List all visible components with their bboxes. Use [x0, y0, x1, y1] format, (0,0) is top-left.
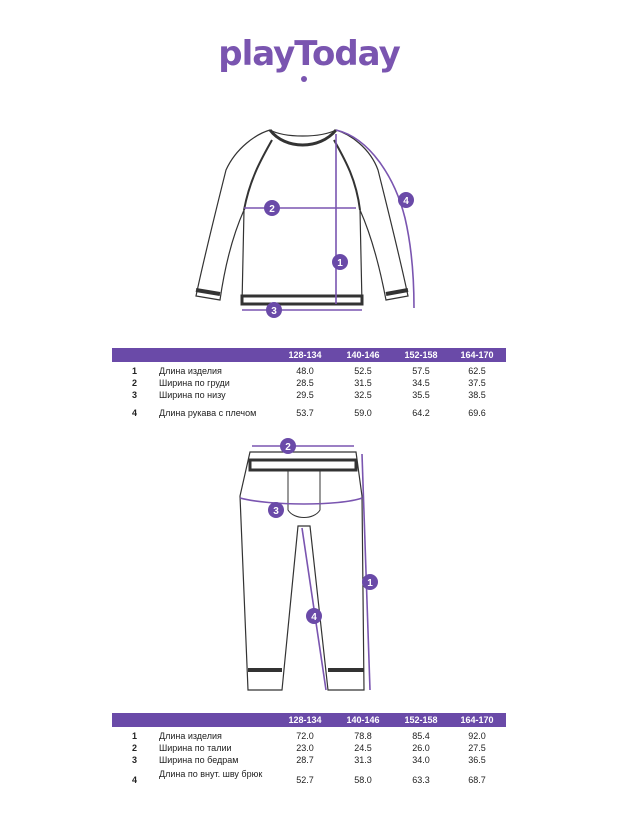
- measurement-value: 28.5: [296, 378, 314, 388]
- measurement-label: Ширина по груди: [159, 378, 230, 388]
- row-number: 2: [132, 378, 138, 388]
- measurement-value: 59.0: [354, 408, 372, 418]
- measurement-value: 92.0: [468, 731, 486, 741]
- marker-3-label: 3: [273, 506, 279, 517]
- size-col: 164-170: [460, 715, 494, 725]
- measurement-value: 36.5: [468, 755, 486, 765]
- measurement-value: 57.5: [412, 366, 430, 376]
- measurement-value: 35.5: [412, 390, 430, 400]
- sweatshirt-diagram: [0, 118, 618, 328]
- size-col: 128-134: [288, 715, 322, 725]
- measurement-value: 27.5: [468, 743, 486, 753]
- measurement-value: 63.3: [412, 775, 430, 785]
- measurement-value: 32.5: [354, 390, 372, 400]
- measurement-value: 31.5: [354, 378, 372, 388]
- row-number: 1: [132, 366, 138, 376]
- measurement-value: 31.3: [354, 755, 372, 765]
- size-col: 152-158: [404, 715, 438, 725]
- row-number: 4: [132, 775, 138, 785]
- row-number: 3: [132, 390, 138, 400]
- measurement-label: Длина по внут. шву брюк: [159, 769, 263, 779]
- measurement-label: Ширина по талии: [159, 743, 232, 753]
- marker-4-label: 4: [311, 612, 317, 623]
- measurement-value: 48.0: [296, 366, 314, 376]
- measurement-label: Длина изделия: [159, 731, 222, 741]
- measurement-value: 38.5: [468, 390, 486, 400]
- measurement-value: 72.0: [296, 731, 314, 741]
- measurement-value: 28.7: [296, 755, 314, 765]
- measurement-label: Длина изделия: [159, 366, 222, 376]
- measurement-value: 68.7: [468, 775, 486, 785]
- size-col: 140-146: [346, 350, 380, 360]
- trousers-outline: [240, 452, 364, 690]
- measurement-value: 53.7: [296, 408, 314, 418]
- row-number: 3: [132, 755, 138, 765]
- size-header: [112, 348, 506, 362]
- marker-4-label: 4: [403, 196, 409, 207]
- measurement-value: 34.5: [412, 378, 430, 388]
- measurement-value: 52.5: [354, 366, 372, 376]
- marker-1-label: 1: [337, 258, 343, 269]
- row-number: 2: [132, 743, 138, 753]
- marker-2-label: 2: [269, 204, 275, 215]
- trousers-diagram: [0, 436, 618, 706]
- bottom-size-table: [112, 713, 506, 785]
- measurement-value: 52.7: [296, 775, 314, 785]
- size-col: 140-146: [346, 715, 380, 725]
- measurement-label: Ширина по низу: [159, 390, 226, 400]
- measurement-value: 34.0: [412, 755, 430, 765]
- row-number: 4: [132, 408, 138, 418]
- measurement-value: 69.6: [468, 408, 486, 418]
- measurement-label: Ширина по бедрам: [159, 755, 239, 765]
- row-number: 1: [132, 731, 138, 741]
- logo-dot: [301, 76, 307, 82]
- sweatshirt-outline: [196, 130, 408, 304]
- measurement-value: 26.0: [412, 743, 430, 753]
- size-header: [112, 713, 506, 727]
- size-col: 152-158: [404, 350, 438, 360]
- marker-2-label: 2: [285, 442, 291, 453]
- measurement-value: 62.5: [468, 366, 486, 376]
- measurement-label: Длина рукава с плечом: [159, 408, 257, 418]
- top-size-table: [112, 348, 506, 418]
- size-col: 164-170: [460, 350, 494, 360]
- brand-logo: playToday: [218, 34, 400, 74]
- marker-1-label: 1: [367, 578, 373, 589]
- measurement-value: 64.2: [412, 408, 430, 418]
- measurement-value: 37.5: [468, 378, 486, 388]
- size-col: 128-134: [288, 350, 322, 360]
- measurement-value: 58.0: [354, 775, 372, 785]
- measurement-value: 29.5: [296, 390, 314, 400]
- measurement-value: 78.8: [354, 731, 372, 741]
- measurement-value: 23.0: [296, 743, 314, 753]
- measurement-value: 24.5: [354, 743, 372, 753]
- marker-3-label: 3: [271, 306, 277, 317]
- measurement-value: 85.4: [412, 731, 430, 741]
